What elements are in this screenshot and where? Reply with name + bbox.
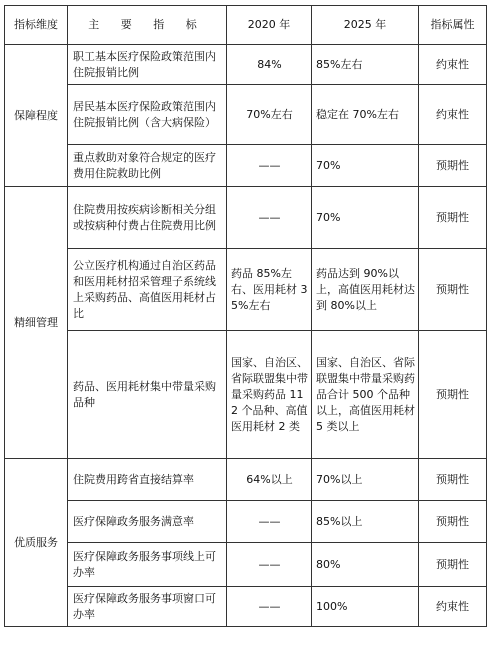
- value-2025-cell: 85%以上: [312, 501, 419, 543]
- value-2025-cell: 药品达到 90%以上，高值医用耗材达到 80%以上: [312, 249, 419, 331]
- indicator-cell: 医疗保障政务服务满意率: [68, 501, 227, 543]
- attribute-cell: 约束性: [419, 45, 487, 85]
- indicator-cell: 医疗保障政务服务事项线上可办率: [68, 543, 227, 587]
- indicator-table: [4, 5, 487, 627]
- value-2020-cell: 药品 85%左右、医用耗材 35%左右: [227, 249, 312, 331]
- value-2025-cell: 80%: [312, 543, 419, 587]
- table-row: [5, 249, 487, 331]
- value-2020-cell: ——: [227, 543, 312, 587]
- indicator-cell: 住院费用跨省直接结算率: [68, 459, 227, 501]
- value-2020-cell: 64%以上: [227, 459, 312, 501]
- value-2025-cell: 100%: [312, 587, 419, 627]
- category-cell: 优质服务: [5, 459, 68, 627]
- attribute-cell: 预期性: [419, 331, 487, 459]
- table-row: [5, 145, 487, 187]
- category-cell: 精细管理: [5, 187, 68, 459]
- attribute-cell: 预期性: [419, 459, 487, 501]
- attribute-cell: 预期性: [419, 249, 487, 331]
- header-2020: 2020 年: [227, 6, 312, 45]
- table-row: [5, 331, 487, 459]
- attribute-cell: 预期性: [419, 501, 487, 543]
- indicator-cell: 住院费用按疾病诊断相关分组或按病种付费占住院费用比例: [68, 187, 227, 249]
- header-attribute: 指标属性: [419, 6, 487, 45]
- indicator-cell: 药品、医用耗材集中带量采购品种: [68, 331, 227, 459]
- indicator-cell: 公立医疗机构通过自治区药品和医用耗材招采管理子系统线上采购药品、高值医用耗材占比: [68, 249, 227, 331]
- value-2020-cell: ——: [227, 145, 312, 187]
- table-row: [5, 85, 487, 145]
- indicator-table-container: [4, 5, 487, 627]
- attribute-cell: 预期性: [419, 543, 487, 587]
- table-row: [5, 45, 487, 85]
- value-2020-cell: ——: [227, 501, 312, 543]
- category-cell: 保障程度: [5, 45, 68, 187]
- value-2020-cell: 84%: [227, 45, 312, 85]
- table-row: [5, 501, 487, 543]
- header-dimension: 指标维度: [5, 6, 68, 45]
- value-2025-cell: 85%左右: [312, 45, 419, 85]
- value-2020-cell: ——: [227, 187, 312, 249]
- value-2020-cell: 国家、自治区、省际联盟集中带量采购药品 112 个品种、高值医用耗材 2 类: [227, 331, 312, 459]
- indicator-cell: 职工基本医疗保险政策范围内住院报销比例: [68, 45, 227, 85]
- value-2025-cell: 稳定在 70%左右: [312, 85, 419, 145]
- attribute-cell: 预期性: [419, 145, 487, 187]
- header-row: [5, 6, 487, 45]
- value-2025-cell: 70%: [312, 145, 419, 187]
- table-row: [5, 543, 487, 587]
- attribute-cell: 约束性: [419, 587, 487, 627]
- header-2025: 2025 年: [312, 6, 419, 45]
- attribute-cell: 约束性: [419, 85, 487, 145]
- value-2025-cell: 70%以上: [312, 459, 419, 501]
- table-row: [5, 459, 487, 501]
- value-2020-cell: 70%左右: [227, 85, 312, 145]
- table-row: [5, 187, 487, 249]
- indicator-cell: 医疗保障政务服务事项窗口可办率: [68, 587, 227, 627]
- indicator-cell: 居民基本医疗保险政策范围内住院报销比例（含大病保险）: [68, 85, 227, 145]
- value-2025-cell: 国家、自治区、省际联盟集中带量采购药品合计 500 个品种以上，高值医用耗材 5 类以上: [312, 331, 419, 459]
- attribute-cell: 预期性: [419, 187, 487, 249]
- value-2020-cell: ——: [227, 587, 312, 627]
- indicator-cell: 重点救助对象符合规定的医疗费用住院救助比例: [68, 145, 227, 187]
- value-2025-cell: 70%: [312, 187, 419, 249]
- header-indicator: 主 要 指 标: [68, 6, 227, 45]
- table-row: [5, 587, 487, 627]
